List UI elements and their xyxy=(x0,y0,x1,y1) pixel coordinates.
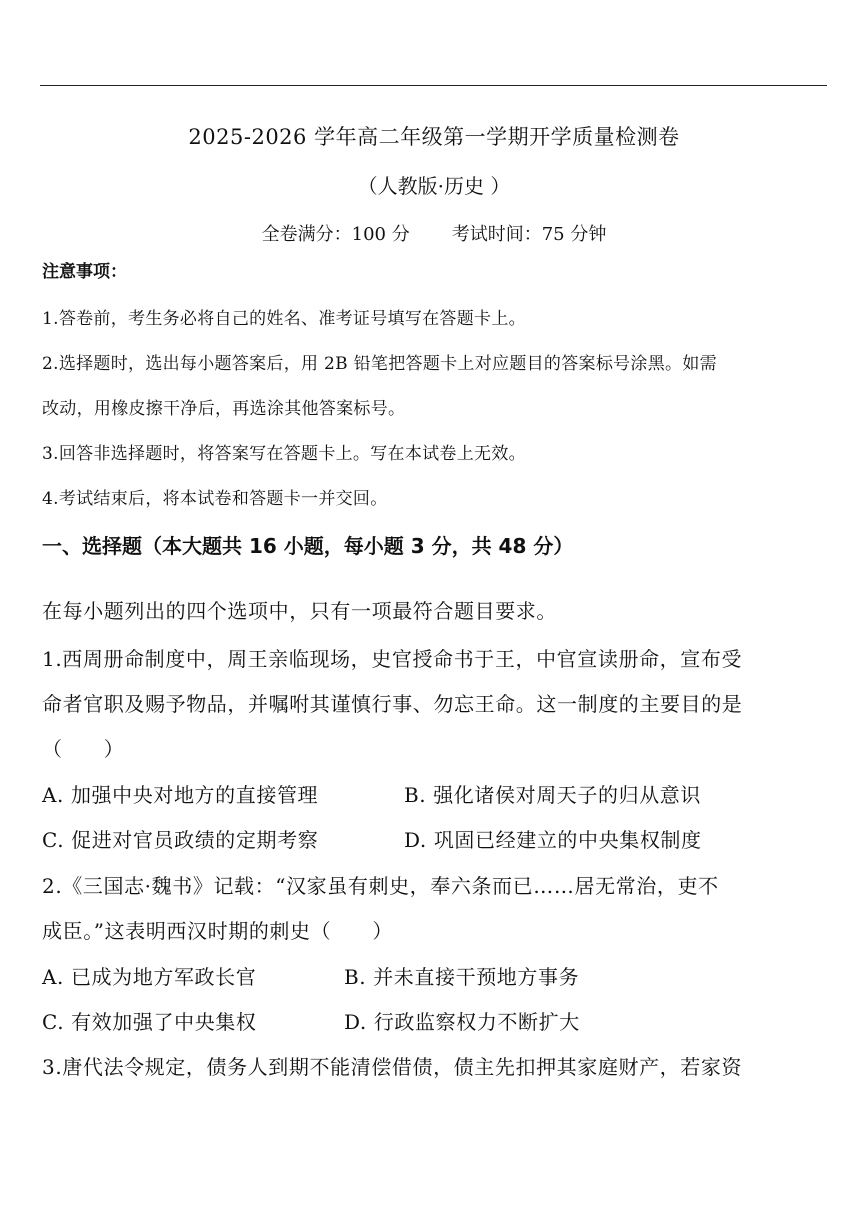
note-item: 4.考试结束后，将本试卷和答题卡一并交回。 xyxy=(42,489,388,509)
option-b: B. 并未直接干预地方事务 xyxy=(344,965,580,989)
question-stem-line: 成臣。”这表明西汉时期的刺史（ ） xyxy=(42,919,394,943)
total-score: 全卷满分：100 分 xyxy=(261,224,410,245)
exam-title: 2025-2026 学年高二年级第一学期开学质量检测卷 xyxy=(188,125,680,149)
option-d: D. 行政监察权力不断扩大 xyxy=(344,1010,580,1034)
note-item: 改动，用橡皮擦干净后，再选涂其他答案标号。 xyxy=(42,399,406,419)
note-item: 1.答卷前，考生务必将自己的姓名、准考证号填写在答题卡上。 xyxy=(42,309,526,329)
section-instruction: 在每小题列出的四个选项中，只有一项最符合题目要求。 xyxy=(42,599,557,623)
question-stem-line: 1.西周册命制度中，周王亲临现场，史官授命书于王，中官宣读册命，宣布受 xyxy=(42,647,743,671)
option-a: A. 加强中央对地方的直接管理 xyxy=(42,783,319,807)
notes-heading: 注意事项： xyxy=(42,262,127,282)
note-item: 2.选择题时，选出每小题答案后，用 2B 铅笔把答题卡上对应题目的答案标号涂黑。如需 xyxy=(42,354,717,374)
option-c: C. 有效加强了中央集权 xyxy=(42,1010,257,1034)
question-stem-line: 3.唐代法令规定，债务人到期不能清偿借债，债主先扣押其家庭财产，若家资 xyxy=(42,1055,743,1079)
option-c: C. 促进对官员政绩的定期考察 xyxy=(42,828,319,852)
score-time-line xyxy=(0,226,868,244)
exam-subtitle: （人教版·历史 ） xyxy=(357,174,511,198)
question-stem-line: （ ） xyxy=(42,737,125,761)
question-stem-line: 2.《三国志·魏书》记载：“汉家虽有刺史，奉六条而已……居无常治，吏不 xyxy=(42,874,719,898)
option-b: B. 强化诸侯对周天子的归从意识 xyxy=(404,783,702,807)
option-a: A. 已成为地方军政长官 xyxy=(42,965,257,989)
question-stem-line: 命者官职及赐予物品，并嘱咐其谨慎行事、勿忘王命。这一制度的主要目的是 xyxy=(42,692,743,716)
section-heading: 一、选择题（本大题共 16 小题，每小题 3 分，共 48 分） xyxy=(42,534,574,558)
option-d: D. 巩固已经建立的中央集权制度 xyxy=(404,828,702,852)
header-rule xyxy=(40,85,827,86)
note-item: 3.回答非选择题时，将答案写在答题卡上。写在本试卷上无效。 xyxy=(42,444,526,464)
exam-time: 考试时间：75 分钟 xyxy=(451,224,607,245)
